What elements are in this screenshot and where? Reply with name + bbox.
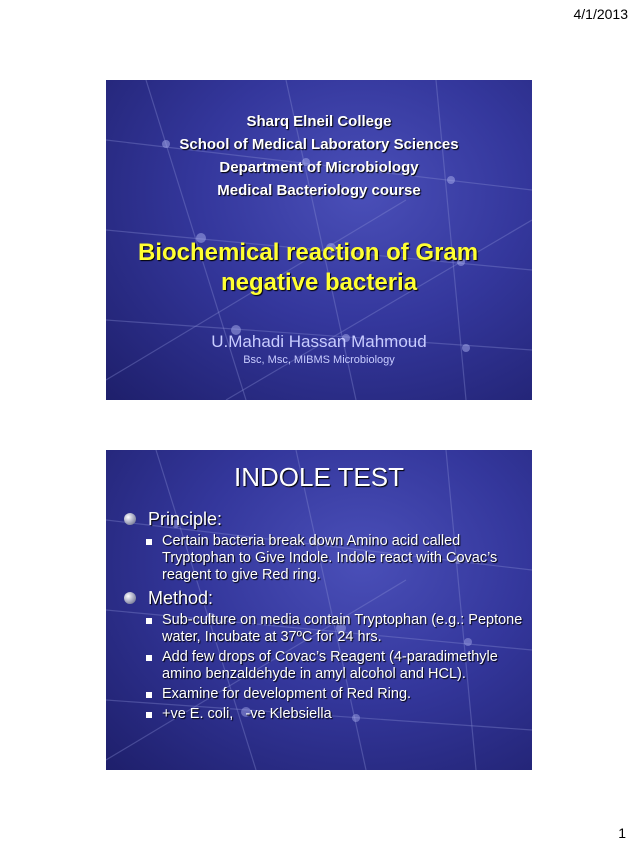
page-number: 1: [618, 825, 626, 841]
section-heading-principle: Principle:: [116, 508, 526, 530]
author-credentials: Bsc, Msc, MIBMS Microbiology: [243, 354, 395, 366]
author-name: U.Mahadi Hassan Mahmoud: [211, 332, 427, 351]
page-date: 4/1/2013: [573, 6, 628, 22]
square-bullet-icon: [146, 539, 152, 545]
square-bullet-icon: [146, 655, 152, 661]
bullet-icon: [124, 513, 136, 525]
slide-title: [106, 80, 532, 400]
course-name: Medical Bacteriology course: [217, 182, 421, 199]
college-name: Sharq Elneil College: [246, 113, 392, 130]
title-line-2: negative bacteria: [220, 269, 418, 296]
slide-title-text: INDOLE TEST: [233, 462, 404, 492]
list-item: Examine for development of Red Ring.: [116, 686, 526, 703]
list-item: Certain bacteria break down Amino acid called Tryptophan to Give Indole. Indole react with Covac’s reagent to give Red ring.: [116, 533, 526, 584]
slide-indole-test: [106, 450, 532, 770]
institution-block: [106, 110, 532, 202]
square-bullet-icon: [146, 618, 152, 624]
department-name: Department of Microbiology: [219, 159, 419, 176]
square-bullet-icon: [146, 712, 152, 718]
title-line-1: Biochemical reaction of Gram: [138, 239, 479, 266]
slide-body: [116, 508, 526, 726]
slide-main-title: [106, 238, 532, 298]
list-item: Add few drops of Covac’s Reagent (4-paradimethyle amino benzaldehyde in amyl alcohol and HCL).: [116, 649, 526, 683]
list-item: +ve E. coli, -ve Klebsiella: [116, 706, 526, 723]
school-name: School of Medical Laboratory Sciences: [179, 136, 459, 153]
section-heading-method: Method:: [116, 587, 526, 609]
bullet-icon: [124, 592, 136, 604]
list-item: Sub-culture on media contain Tryptophan (e.g.: Peptone water, Incubate at 37ºC for 24 hrs.: [116, 612, 526, 646]
square-bullet-icon: [146, 692, 152, 698]
